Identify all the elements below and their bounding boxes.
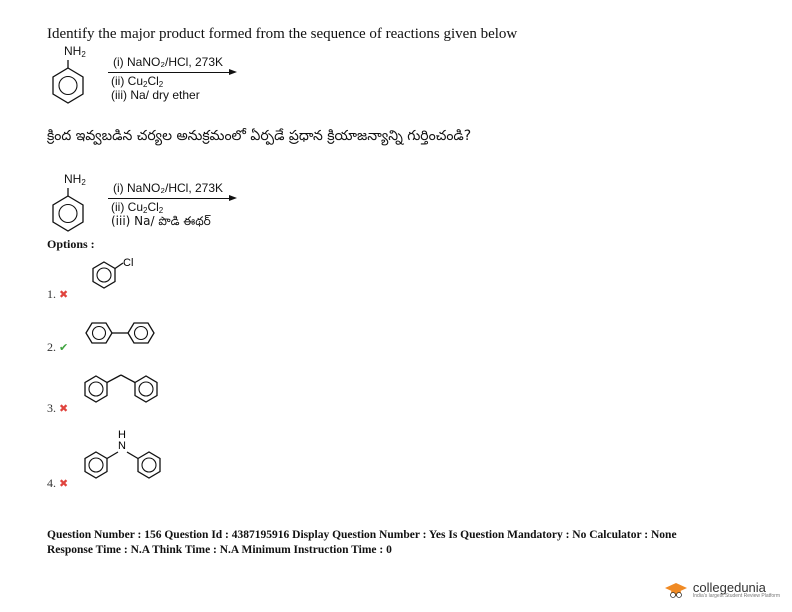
reactant-amino-label: $NH_2$ bbox=[64, 172, 86, 187]
reaction-arrow bbox=[108, 72, 230, 73]
benzene-ring-icon bbox=[50, 60, 86, 104]
chloro-substituent: Cl bbox=[123, 257, 134, 269]
question-meta-line-2: Response Time : N.A Think Time : N.A Minimum Instruction Time : 0 bbox=[47, 544, 392, 556]
diphenylamine-structure[interactable] bbox=[78, 426, 188, 490]
collegedunia-logo bbox=[663, 580, 780, 599]
option-4-label[interactable]: 4. ✖ bbox=[47, 476, 69, 490]
reaction-arrow bbox=[108, 198, 230, 199]
option-3-label[interactable]: 3. ✖ bbox=[47, 401, 69, 415]
reaction-step-3: (iii) Na/ dry ether bbox=[111, 88, 200, 102]
reaction-step-2: (ii) $Cu_2Cl_2$ bbox=[111, 200, 164, 215]
question-text-english: Identify the major product formed from the sequence of reactions given below bbox=[47, 26, 518, 42]
options-title: Options : bbox=[47, 237, 95, 251]
wrong-mark-icon: ✖ bbox=[59, 289, 69, 301]
diphenylmethane-structure[interactable] bbox=[78, 366, 188, 414]
reaction-step-3: (iii) Na/ పొడి ఈథర్ bbox=[111, 214, 211, 228]
logo-tagline: India's largest Student Review Platform bbox=[692, 593, 780, 599]
question-meta-line-1: Question Number : 156 Question Id : 4387195916 Display Question Number : Yes Is Question Mandatory : No Calculator : None bbox=[47, 529, 677, 541]
arrow-head-icon bbox=[229, 195, 237, 201]
reaction-step-2: (ii) $Cu_2Cl_2$ bbox=[111, 74, 164, 89]
question-text-telugu: క్రింద ఇవ్వబడిన చర్యల అనుక్రమంలో ఏర్పడే ప్రధాన క్రియాజన్యాన్ని గుర్తించండి? bbox=[47, 128, 472, 144]
amine-hydrogen-label: H bbox=[118, 429, 126, 441]
reaction-step-1: (i) NaNO₂/HCl, 273K bbox=[113, 181, 224, 195]
correct-mark-icon: ✔ bbox=[59, 342, 69, 354]
chlorobenzene-structure[interactable] bbox=[78, 252, 138, 300]
option-1-label[interactable]: 1. ✖ bbox=[47, 287, 69, 301]
reactant-amino-label: $NH_2$ bbox=[64, 44, 86, 59]
reaction-step-1: (i) NaNO₂/HCl, 273K bbox=[113, 55, 224, 69]
option-2-label[interactable]: 2. ✔ bbox=[47, 340, 69, 354]
wrong-mark-icon: ✖ bbox=[59, 403, 69, 415]
graduation-cap-icon bbox=[663, 581, 689, 599]
biphenyl-structure[interactable] bbox=[78, 316, 178, 356]
logo-wordmark: collegedunia bbox=[692, 580, 766, 595]
arrow-head-icon bbox=[229, 69, 237, 75]
amine-nitrogen-label: N bbox=[118, 440, 126, 452]
wrong-mark-icon: ✖ bbox=[59, 478, 69, 490]
benzene-ring-icon bbox=[50, 188, 86, 232]
